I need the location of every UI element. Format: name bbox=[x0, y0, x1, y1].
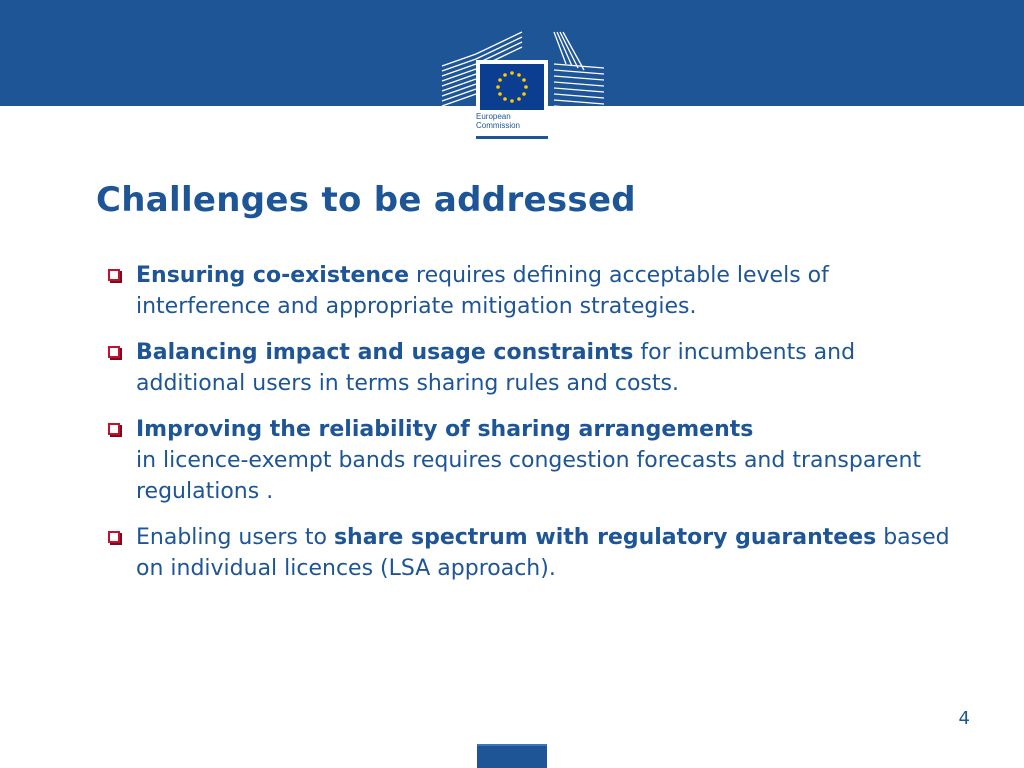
bullet-item-ensuring-coexistence bbox=[104, 260, 964, 322]
eu-flag-icon bbox=[480, 64, 544, 110]
bullet-bold-text: share spectrum with regulatory guarantees bbox=[333, 525, 877, 550]
checkbox-bullet-icon bbox=[108, 269, 120, 281]
checkbox-bullet-icon bbox=[108, 531, 120, 543]
page-number: 4 bbox=[958, 708, 970, 729]
footer-flag-tab bbox=[477, 744, 547, 768]
bullet-item-improving-reliability bbox=[104, 414, 964, 507]
bullet-text-after: based on individual licences (LSA approach). bbox=[136, 525, 950, 581]
bullet-text: for incumbents and additional users in terms sharing rules and costs. bbox=[136, 340, 856, 396]
bullet-item-enabling-users bbox=[104, 522, 964, 584]
logo-label-line2: Commission bbox=[476, 121, 521, 130]
bullet-item-balancing-impact bbox=[104, 337, 964, 399]
bullet-bold-text: Improving the reliability of sharing arrangements bbox=[136, 417, 754, 442]
bullet-text: requires defining acceptable levels of interference and appropriate mitigation strategies. bbox=[136, 263, 829, 319]
bullet-bold-text: Balancing impact and usage constraints bbox=[136, 340, 634, 365]
bullet-list bbox=[104, 260, 964, 599]
logo-label-line1: European bbox=[476, 112, 511, 121]
bullet-text: Enabling users to bbox=[136, 525, 334, 550]
logo-label bbox=[476, 112, 546, 130]
checkbox-bullet-icon bbox=[108, 423, 120, 435]
slide-title: Challenges to be addressed bbox=[96, 180, 636, 220]
checkbox-bullet-icon bbox=[108, 346, 120, 358]
bullet-text: in licence-exempt bands requires congestion forecasts and transparent regulations . bbox=[136, 448, 922, 504]
bullet-bold-text: Ensuring co-existence bbox=[136, 263, 410, 288]
